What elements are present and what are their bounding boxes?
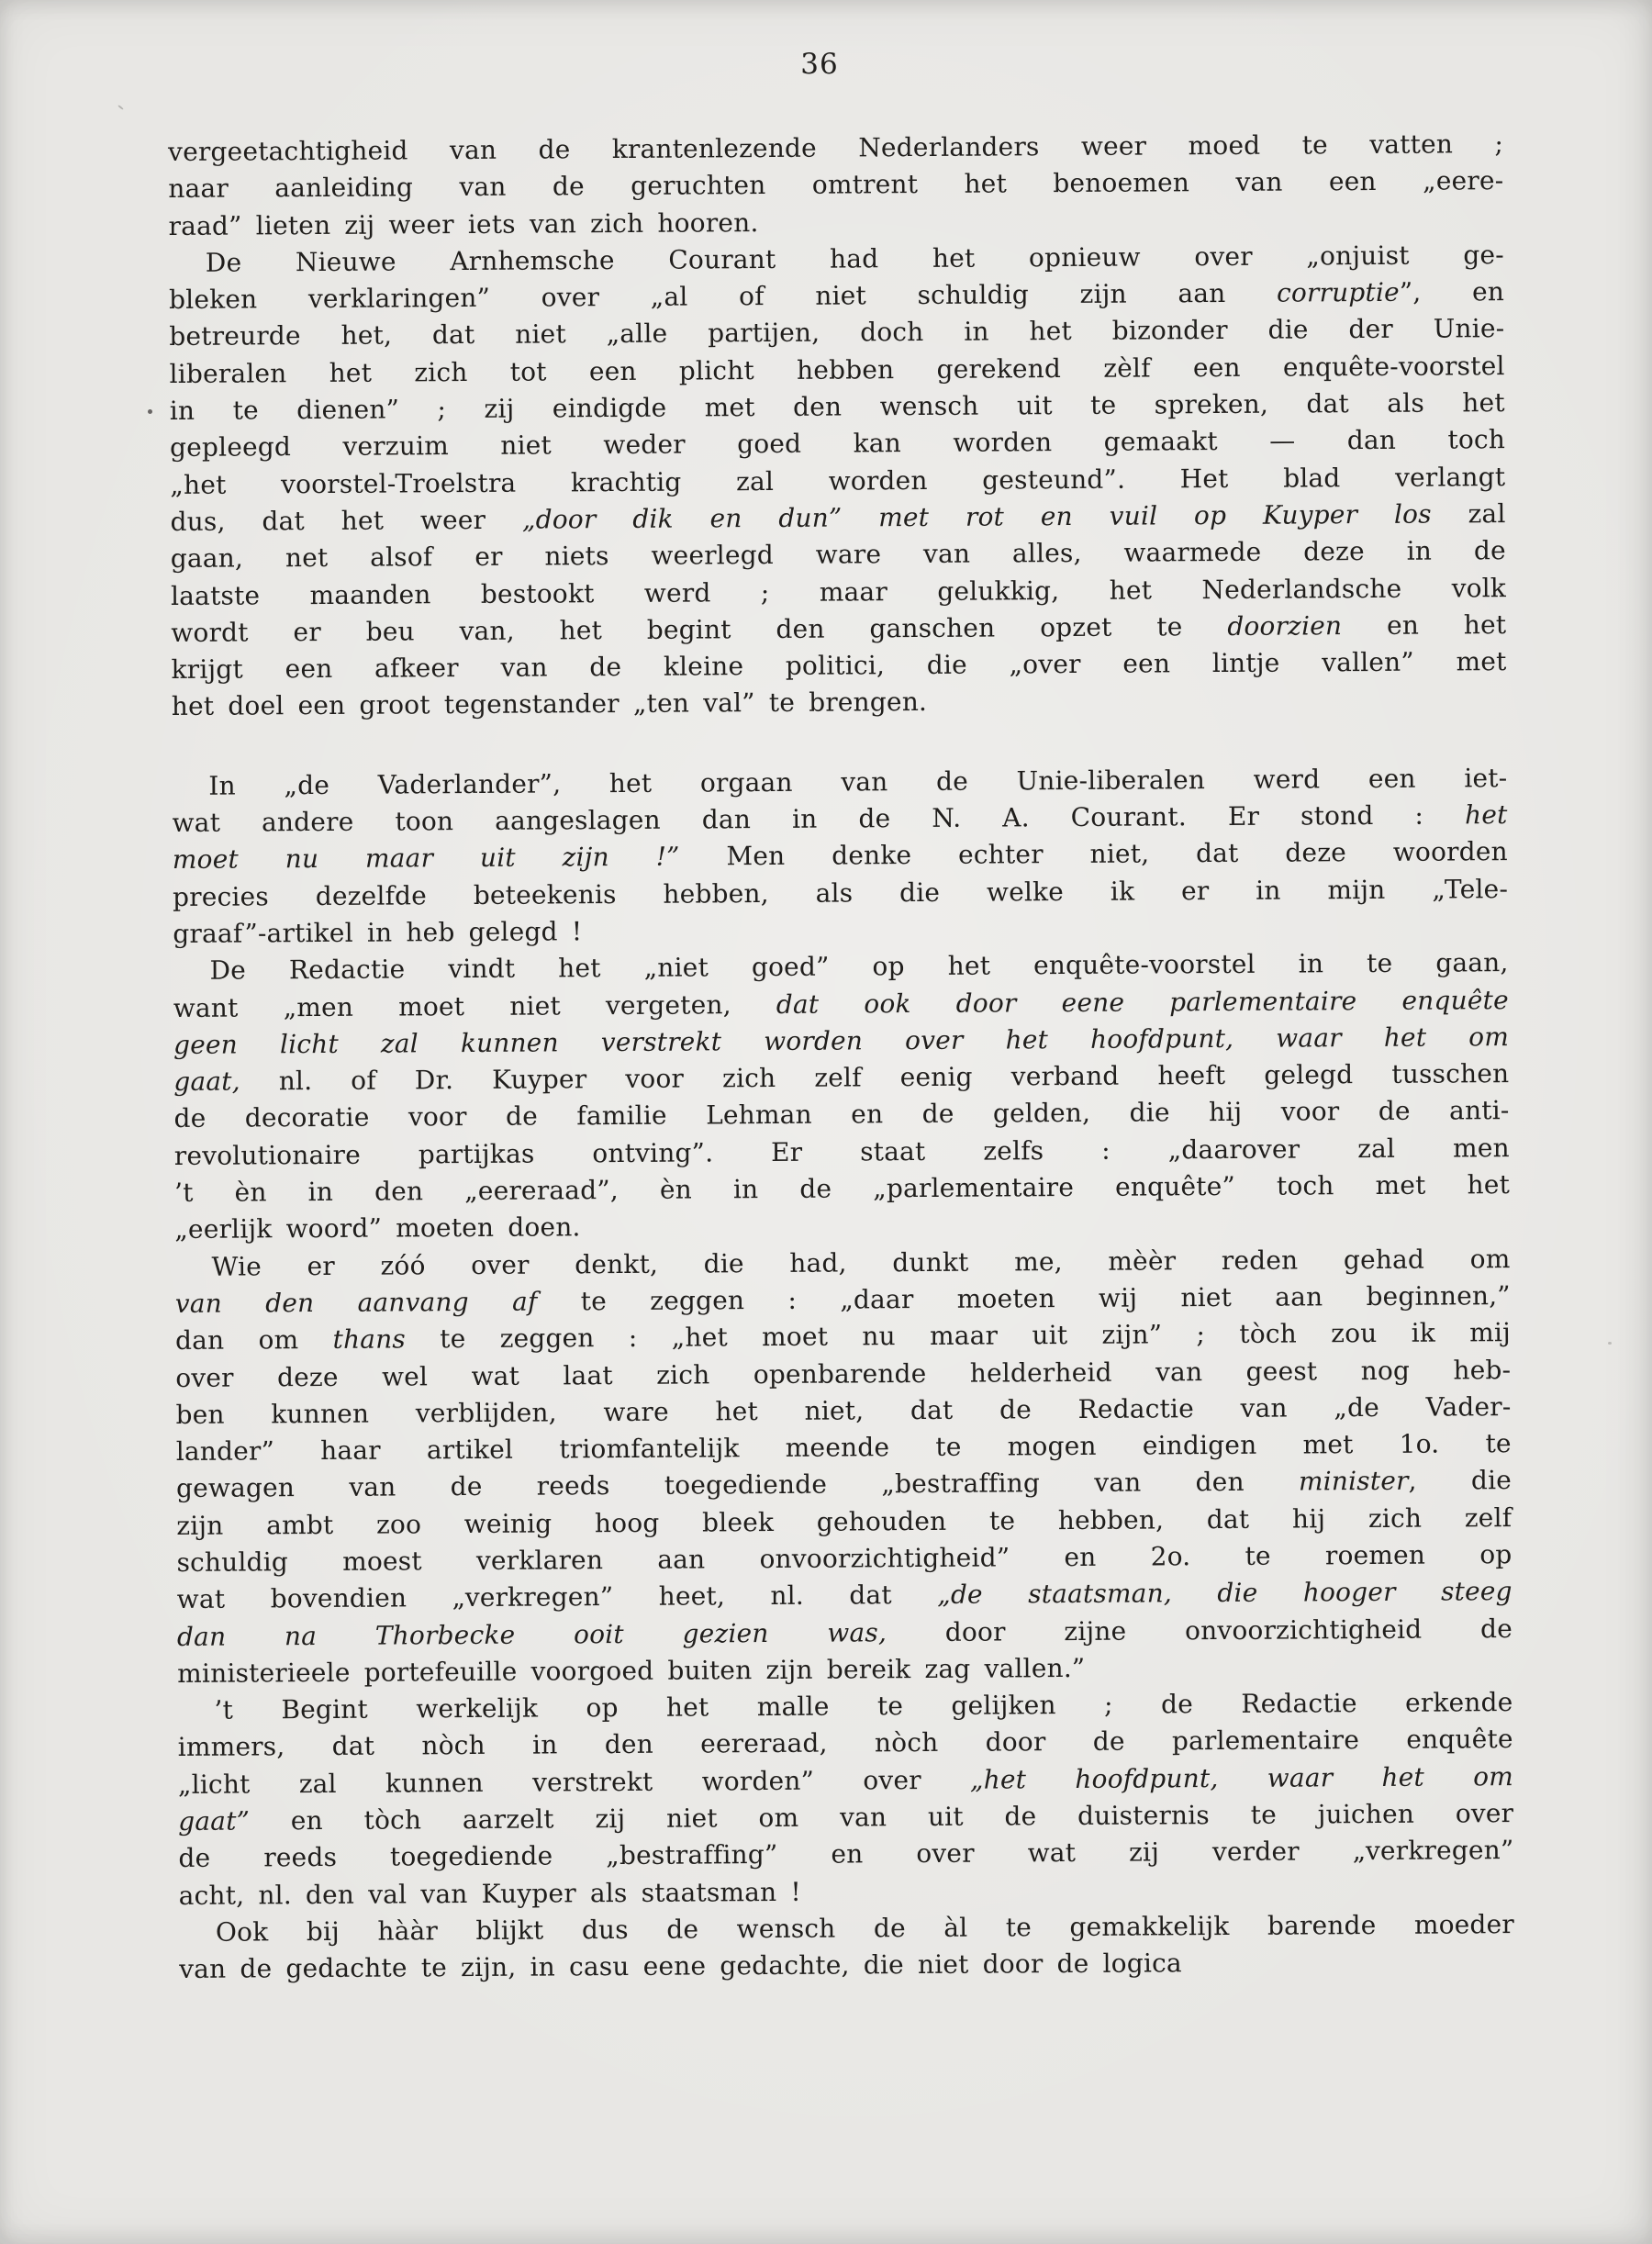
text-segment: bleken verklaringen” over „al of niet schuldig zijn aan [169,277,1278,316]
paragraph [168,126,1504,245]
text-segment: betreurde het, dat niet „alle partijen, doch in het bizonder die der Unie- [169,313,1505,352]
italic-text-segment: „het hoofdpunt, waar het om [969,1760,1514,1795]
text-segment: ben kunnen verblijden, ware het niet, dat de Redactie van „de Vader- [175,1390,1512,1430]
text-segment: ”, en [1399,276,1505,307]
text-segment: naar aanleiding van de geruchten omtrent het benoemen van een „eere- [168,165,1504,205]
italic-text-segment: corruptie [1276,276,1400,308]
scan-speck [148,409,152,414]
text-segment: over deze wel wat laat zich openbarende helderheid van geest nog heb- [175,1354,1512,1393]
paragraph [173,944,1510,1248]
text-segment: immers, dat nòch in den eereraad, nòch door de parlementaire enquête [177,1724,1513,1763]
italic-text-segment: het [1464,799,1508,831]
paragraph [169,237,1507,726]
text-segment: In „de Vaderlander”, het orgaan van de Unie-liberalen werd een iet- [208,762,1508,801]
text-segment: het doel een groot tegenstander „ten val” te brengen. [171,687,928,722]
text-segment: wordt er beu van, het begint den ganschen opzet te [171,610,1228,648]
italic-text-segment: moet nu maar uit zijn !” [172,841,680,876]
text-segment: „het voorstel-Troelstra krachtig zal worden gesteund”. Het blad verlangt [170,461,1506,500]
text-segment: , die [1408,1465,1512,1497]
text-segment: graaf”-artikel in heb gelegd ! [173,916,583,949]
italic-text-segment: thans [332,1323,407,1356]
paragraph [177,1684,1513,1915]
page-number: 36 [800,48,839,81]
text-segment: wat bovendien „verkregen” heet, nl. dat [176,1580,938,1615]
text-segment: liberalen het zich tot een plicht hebben gerekend zèlf een enquête-voorstel [169,350,1505,389]
italic-text-segment: „door dik en dun” met rot en vuil op Kuyper los [521,498,1432,535]
text-segment: dan om [174,1324,333,1356]
text-segment: Men denke echter niet, dat deze woorden [679,836,1508,872]
text-segment: acht, nl. den val van Kuyper als staatsman ! [178,1876,802,1911]
text-segment: ’t Begint werkelijk op het malle te gelijken ; de Redactie erkende [214,1687,1513,1725]
text-segment: de decoratie voor de familie Lehman en de gelden, die hij voor de anti- [173,1095,1510,1134]
text-segment: precies dezelfde beteekenis hebben, als die welke ik er in mijn „Tele- [172,873,1509,912]
italic-text-segment: dan na Thorbecke ooit gezien was, [176,1616,887,1652]
text-segment: Ook bij hààr blijkt dus de wensch de àl te gemakkelijk barende moeder [215,1909,1515,1948]
text-block [168,126,1514,1988]
italic-text-segment: dat ook door eene parlementaire enquête [776,984,1509,1020]
text-segment: ’t èn in den „eereraad”, èn in de „parlementaire enquête” toch met het [173,1169,1511,1208]
text-segment: de reeds toegediende „bestraffing” en over wat zij verder „verkregen” [178,1835,1514,1874]
text-segment: wat andere toon aangeslagen dan in de N. A. Courant. Er stond : [172,799,1466,839]
italic-text-segment: gaat, [173,1066,240,1098]
text-segment: revolutionaire partijkas ontving”. Er staat zelfs : „daarover zal men [173,1132,1510,1171]
text-segment: schuldig moest verklaren aan onvoorzichtigheid” en 2o. te roemen op [176,1539,1512,1578]
text-segment: gepleegd verzuim niet weder goed kan worden gemaakt — dan toch [169,424,1506,463]
italic-text-segment: van den aanvang af [174,1286,538,1319]
text-segment: laatste maanden bestookt werd ; maar gelukkig, het Nederlandsche volk [170,572,1507,611]
text-segment: De Nieuwe Arnhemsche Courant had het opnieuw over „onjuist ge- [205,240,1504,278]
text-segment: gewagen van de reeds toegediende „bestraffing van den [175,1466,1300,1504]
scan-speck [117,105,124,110]
text-segment: zal [1431,498,1506,530]
text-line [172,681,1507,726]
text-segment: te zeggen : „het moet nu maar uit zijn” ; tòch zou ik mij [405,1317,1512,1355]
text-segment: te zeggen : „daar moeten wij niet aan beginnen,” [537,1279,1511,1317]
text-line [179,1943,1514,1988]
paragraph [179,1906,1514,1988]
paragraph [174,1241,1512,1692]
text-segment: De Redactie vindt het „niet goed” op het enquête-voorstel in te gaan, [209,947,1509,986]
text-segment: door zijne onvoorzichtigheid de [886,1613,1513,1647]
text-segment: nl. of Dr. Kuyper voor zich zelf eenig verband heeft gelegd tusschen [240,1058,1510,1097]
text-segment: „eerlijk woord” moeten doen. [174,1211,581,1245]
text-segment: krijgt een afkeer van de kleine politici, die „over een lintje vallen” met [171,646,1507,686]
paragraph [172,760,1508,953]
italic-text-segment: gaat” [178,1805,251,1837]
text-segment: Wie er zóó over denkt, die had, dunkt me, mèèr reden gehad om [211,1243,1511,1282]
text-segment: ministerieele portefeuille voorgoed buiten zijn bereik zag vallen.” [177,1652,1086,1689]
italic-text-segment: doorzien [1227,610,1343,642]
italic-text-segment: minister [1298,1466,1409,1497]
text-segment: „licht zal kunnen verstrekt worden” over [177,1764,971,1800]
text-segment: want „men moet niet vergeten, [173,988,776,1023]
text-segment: lander” haar artikel triomfantelijk meende te mogen eindigen met 1o. te [175,1428,1512,1468]
text-segment: dus, dat het weer [170,504,523,537]
italic-text-segment: geen licht zal kunnen verstrekt worden over het hoofdpunt, waar het om [173,1021,1510,1060]
text-segment: zijn ambt zoo weinig hoog bleek gehouden te hebben, dat hij zich zelf [176,1502,1512,1541]
text-segment: gaan, net alsof er niets weerlegd ware van alles, waarmede deze in de [170,535,1506,575]
text-segment: van de gedachte te zijn, in casu eene gedachte, die niet door de logica [179,1948,1182,1985]
text-segment: vergeetachtigheid van de krantenlezende Nederlanders weer moed te vatten ; [168,128,1504,167]
italic-text-segment: „de staatsman, die hooger steeg [937,1576,1512,1611]
text-segment: in te dienen” ; zij eindigde met den wensch uit te spreken, dat als het [169,387,1505,427]
text-segment: en tòch aarzelt zij niet om van uit de duisternis te juichen over [250,1798,1514,1837]
scan-speck [1608,1342,1612,1345]
text-segment: raad” lieten zij weer iets van zich hooren. [168,207,759,241]
text-segment: en het [1342,608,1507,642]
